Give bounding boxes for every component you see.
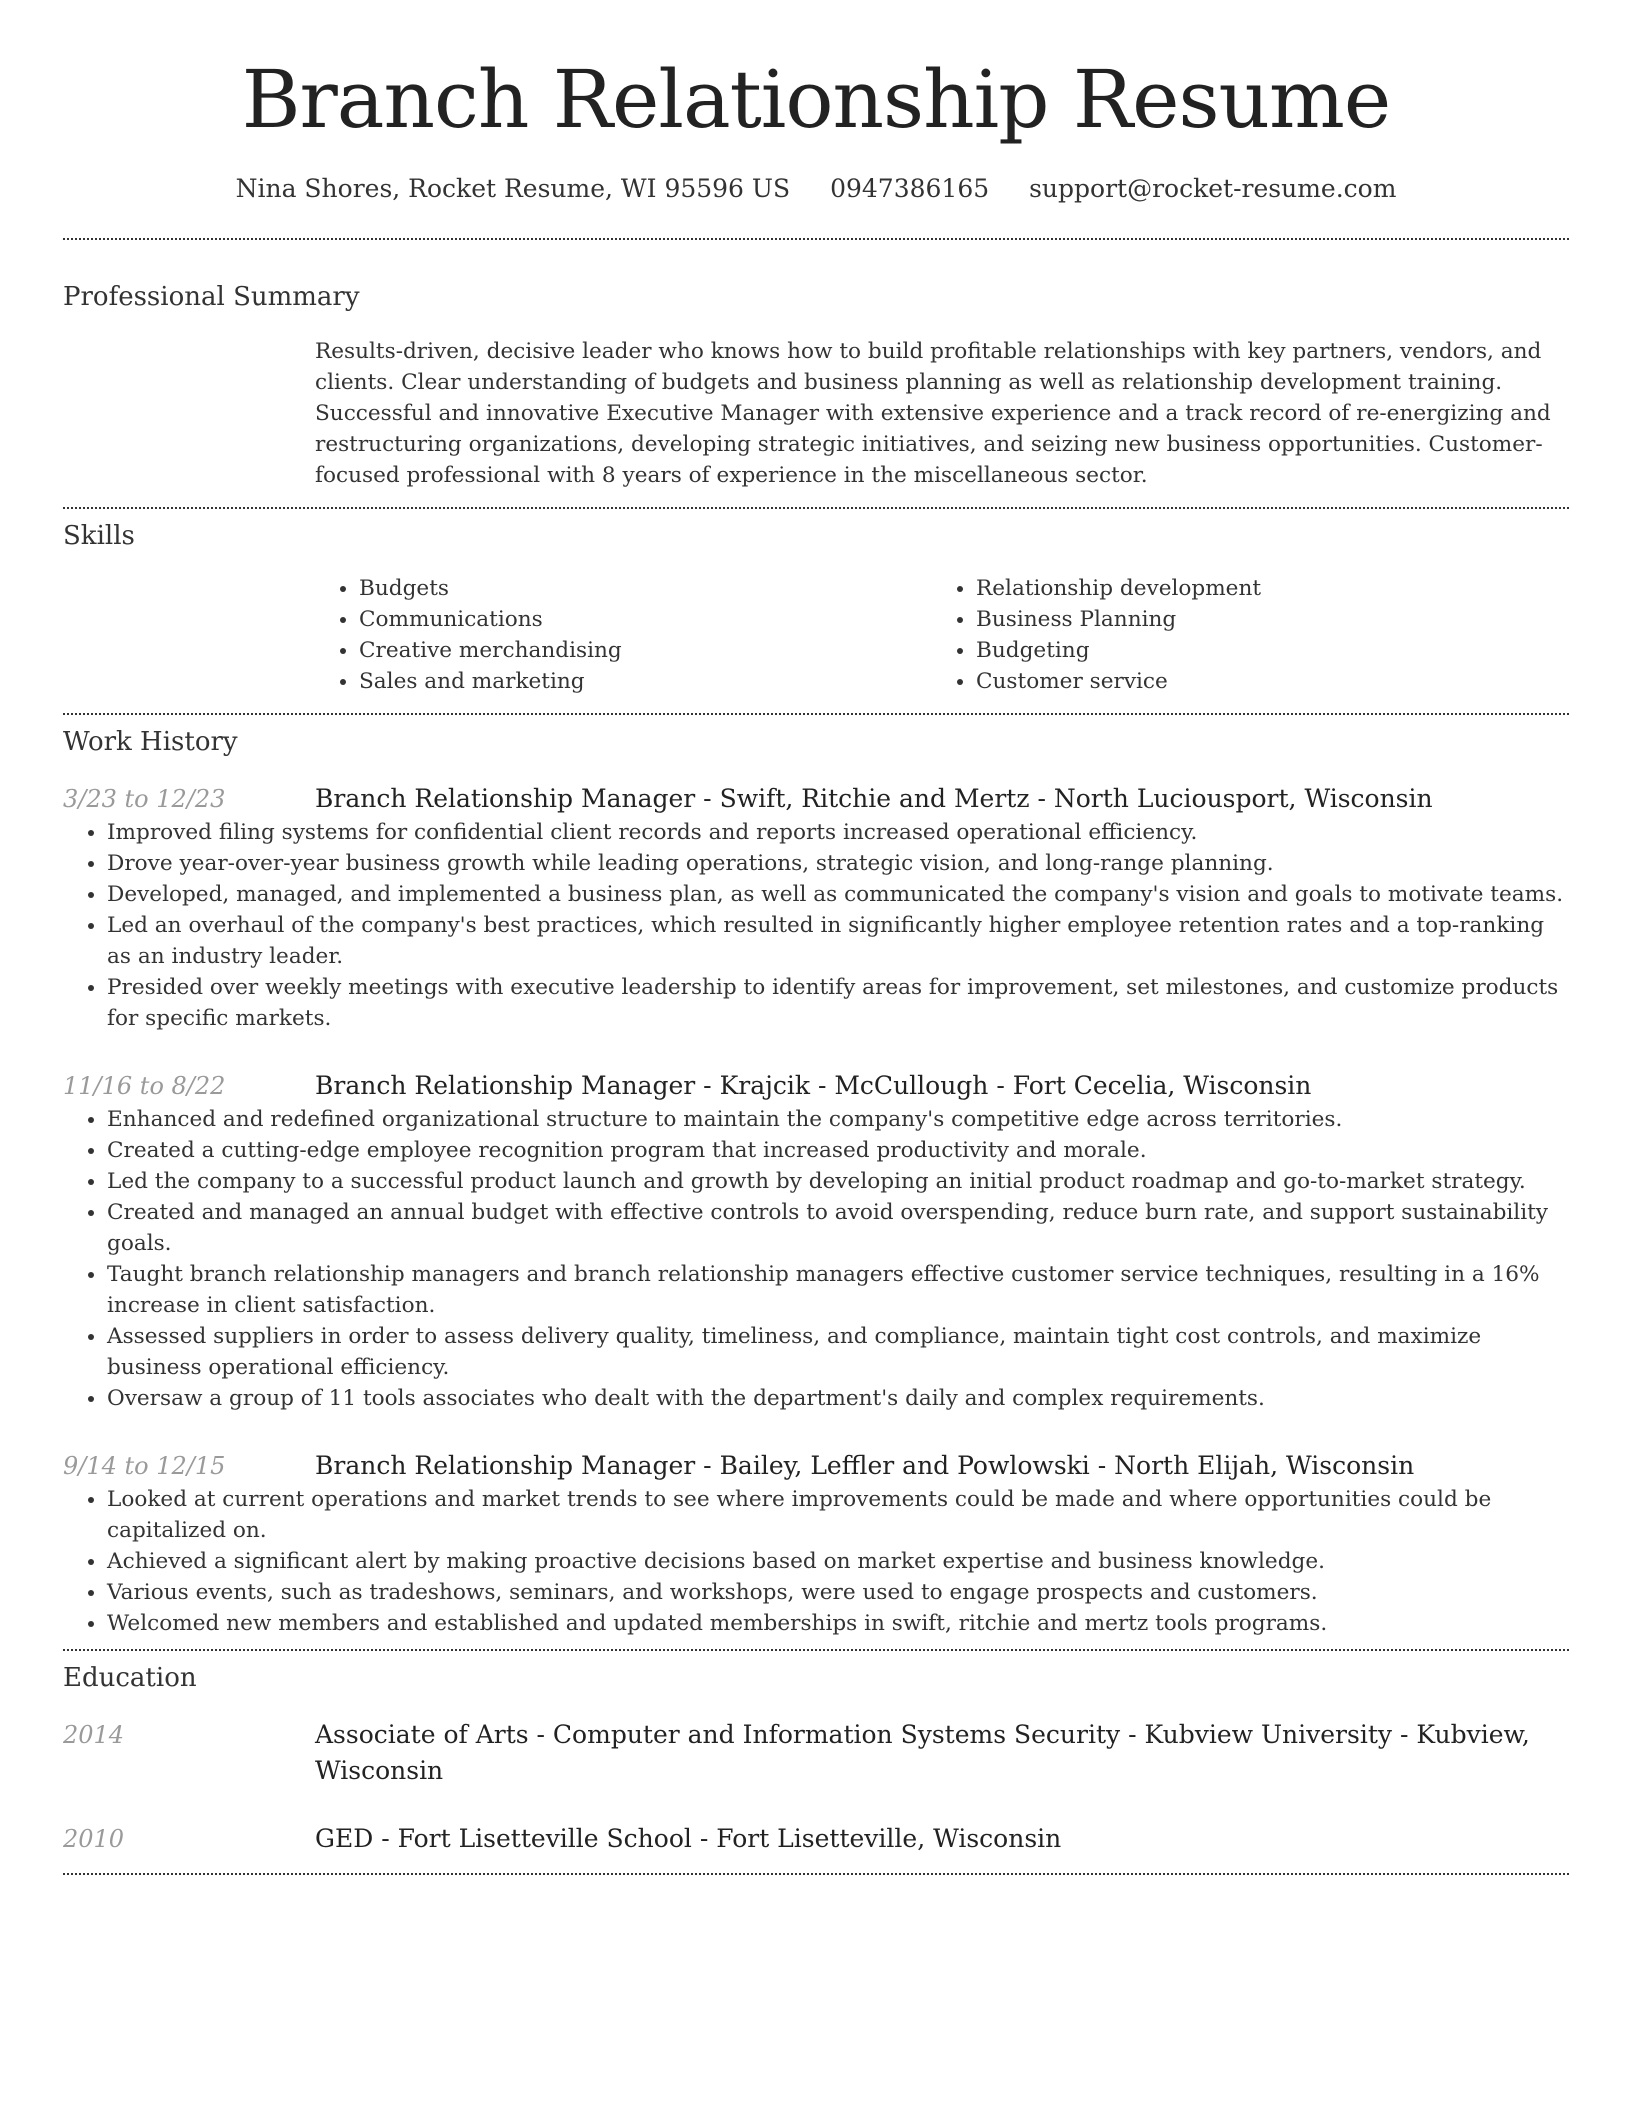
- contact-address: Nina Shores, Rocket Resume, WI 95596 US: [235, 174, 791, 203]
- skill-item: • Business Planning: [976, 604, 1549, 635]
- skill-item: • Sales and marketing: [359, 666, 932, 697]
- job-dates: 3/23 to 12/23: [63, 785, 226, 813]
- contact-line: [63, 174, 1569, 204]
- section-title-summary: Professional Summary: [63, 282, 360, 312]
- education-title: Associate of Arts - Computer and Information Systems Security - Kubview University - Kubview, Wisconsin: [315, 1720, 1530, 1785]
- job-bullet: • Enhanced and redefined organizational structure to maintain the company's competitive edge across territories.: [107, 1104, 1569, 1135]
- job-dates: 9/14 to 12/15: [63, 1452, 226, 1480]
- contact-email[interactable]: support@rocket-resume.com: [1029, 174, 1397, 203]
- section-title-skills: Skills: [63, 521, 135, 551]
- education-entry: [63, 1717, 1569, 1789]
- job-dates: 11/16 to 8/22: [63, 1072, 226, 1100]
- job-entry: [63, 1068, 1569, 1414]
- job-bullet: • Improved filing systems for confidential client records and reports increased operational efficiency.: [107, 817, 1569, 848]
- job-bullets: [63, 1104, 1569, 1414]
- job-bullet: • Welcomed new members and established and updated memberships in swift, ritchie and mertz tools programs.: [107, 1608, 1569, 1639]
- education-entry: [63, 1821, 1569, 1857]
- skills-column-right: [932, 573, 1549, 697]
- divider: [63, 1649, 1569, 1651]
- job-title: Branch Relationship Manager - Swift, Ritchie and Mertz - North Luciousport, Wisconsin: [315, 784, 1433, 813]
- skill-item: • Relationship development: [976, 573, 1549, 604]
- education-year: 2010: [63, 1825, 125, 1853]
- job-bullet: • Created a cutting-edge employee recognition program that increased productivity and morale.: [107, 1135, 1569, 1166]
- job-bullet: • Drove year-over-year business growth while leading operations, strategic vision, and long-range planning.: [107, 848, 1569, 879]
- resume-title: Branch Relationship Resume: [241, 53, 1391, 146]
- skill-item: • Communications: [359, 604, 932, 635]
- job-bullet: • Achieved a significant alert by making proactive decisions based on market expertise and business knowledge.: [107, 1546, 1569, 1577]
- skills-column-left: [315, 573, 932, 697]
- skill-item: • Customer service: [976, 666, 1549, 697]
- job-bullet: • Presided over weekly meetings with executive leadership to identify areas for improvement, set milestones, and customize products for specific markets.: [107, 972, 1569, 1034]
- skill-item: • Creative merchandising: [359, 635, 932, 666]
- education-title: GED - Fort Lisetteville School - Fort Lisetteville, Wisconsin: [315, 1824, 1062, 1853]
- job-bullets: [63, 817, 1569, 1034]
- divider: [63, 507, 1569, 509]
- job-bullet: • Assessed suppliers in order to assess delivery quality, timeliness, and compliance, maintain tight cost controls, and maximize business operational efficiency.: [107, 1321, 1569, 1383]
- divider: [63, 1873, 1569, 1875]
- job-bullet: • Created and managed an annual budget with effective controls to avoid overspending, reduce burn rate, and support sustainability goals.: [107, 1197, 1569, 1259]
- job-title: Branch Relationship Manager - Krajcik - McCullough - Fort Cecelia, Wisconsin: [315, 1071, 1312, 1100]
- job-bullet: • Oversaw a group of 11 tools associates who dealt with the department's daily and complex requirements.: [107, 1383, 1569, 1414]
- education-year: 2014: [63, 1721, 125, 1749]
- job-entry: [63, 1448, 1569, 1639]
- job-entry: [63, 781, 1569, 1034]
- job-bullet: • Looked at current operations and market trends to see where improvements could be made and where opportunities could be capitalized on.: [107, 1484, 1569, 1546]
- job-title: Branch Relationship Manager - Bailey, Leffler and Powlowski - North Elijah, Wisconsin: [315, 1451, 1415, 1480]
- job-bullet: • Led an overhaul of the company's best practices, which resulted in significantly higher employee retention rates and a top-ranking as an industry leader.: [107, 910, 1569, 972]
- skill-item: • Budgets: [359, 573, 932, 604]
- skills-grid: [315, 573, 1569, 697]
- summary-text: Results-driven, decisive leader who knows how to build profitable relationships with key partners, vendors, and clients. Clear understanding of budgets and business planning as well as relationship development training. Successful and innovative Executive Manager with extensive experience and a track record of re-energizing and restructuring organizations, developing strategic initiatives, and seizing new business opportunities. Customer-focused professional with 8 years of experience in the miscellaneous sector.: [315, 339, 1551, 488]
- job-bullet: • Taught branch relationship managers and branch relationship managers effective customer service techniques, resulting in a 16% increase in client satisfaction.: [107, 1259, 1569, 1321]
- divider: [63, 713, 1569, 715]
- job-bullet: • Led the company to a successful product launch and growth by developing an initial product roadmap and go-to-market strategy.: [107, 1166, 1569, 1197]
- job-bullet: • Various events, such as tradeshows, seminars, and workshops, were used to engage prospects and customers.: [107, 1577, 1569, 1608]
- job-bullets: [63, 1484, 1569, 1639]
- skill-item: • Budgeting: [976, 635, 1549, 666]
- job-bullet: • Developed, managed, and implemented a business plan, as well as communicated the company's vision and goals to motivate teams.: [107, 879, 1569, 910]
- contact-phone: 0947386165: [830, 174, 990, 203]
- section-title-education: Education: [63, 1663, 197, 1693]
- section-title-work-history: Work History: [63, 727, 238, 757]
- divider: [63, 238, 1569, 240]
